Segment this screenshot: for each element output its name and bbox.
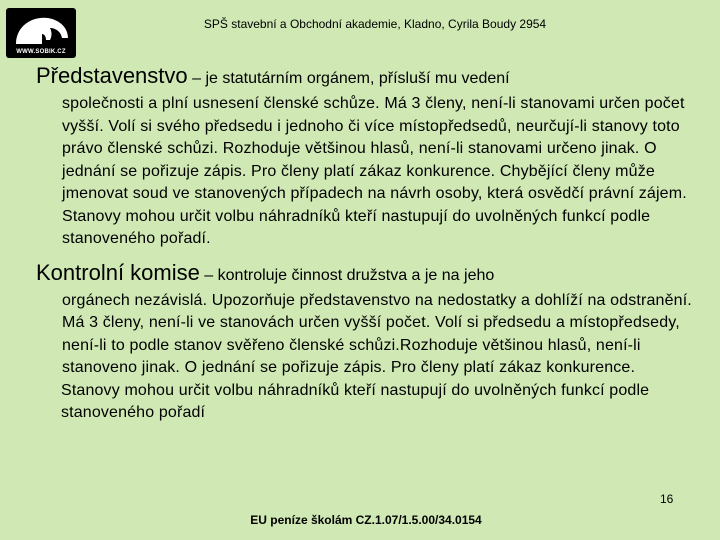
section-body: společnosti a plní usnesení členské schůze. Má 3 členy, není-li stanovami určen počet vyšší. Volí si svého předsedu i jednoho či více místopředsedů, neurčují-li stanovy toto právo členské schůzi. Rozhoduje většinou hlasů, není-li stanovami určeno jinak. O jednání se pořizuje zápis. Pro členy platí zákaz konkurence. Chybějící členy může jmenovat soud ve stanovených případech na návrh osoby, která osvědčí právní zájem. Stanovy mohou určit volbu náhradníků kteří nastupují do uvolněných funkcí podle stanoveného pořadí. — [62, 95, 687, 247]
section-body: orgánech nezávislá. Upozorňuje představenstvo na nedostatky a dohlíží na odstranění. Má 3 členy, není-li ve stanovách určen vyšší počet. Volí si předsedu a místopředsedy, není-li to podle stanov svěřeno členské schůzi.Rozhoduje většinou hlasů, není-li stanoveno jinak. O jednání se pořizuje zápis. Pro členy platí zákaz konkurence. — [62, 291, 692, 376]
section-first-line: kontroluje činnost družstva a je na jeho — [217, 266, 495, 284]
footer-text: EU peníze školám CZ.1.07/1.5.00/34.0154 — [250, 513, 482, 527]
heading-dash: – — [187, 70, 206, 87]
section-board — [36, 62, 696, 251]
heading-dash: – — [199, 266, 218, 284]
section-audit-committee — [36, 259, 696, 380]
section-heading: Představenstvo — [36, 63, 188, 88]
slide-content — [36, 62, 696, 425]
section-first-line: je statutárním orgánem, přísluší mu vedení — [205, 70, 510, 87]
school-logo — [6, 8, 76, 58]
closing-paragraph: Stanovy mohou určit volbu náhradníků kteří nastupují do uvolněných funkcí podle stanoveného pořadí — [61, 381, 650, 421]
page-number: 16 — [660, 492, 674, 506]
logo-text: WWW.SOBIK.CZ — [16, 49, 66, 55]
section-heading: Kontrolní komise — [36, 259, 200, 285]
header-title: SPŠ stavební a Obchodní akademie, Kladno, Cyrila Boudy 2954 — [203, 17, 547, 31]
